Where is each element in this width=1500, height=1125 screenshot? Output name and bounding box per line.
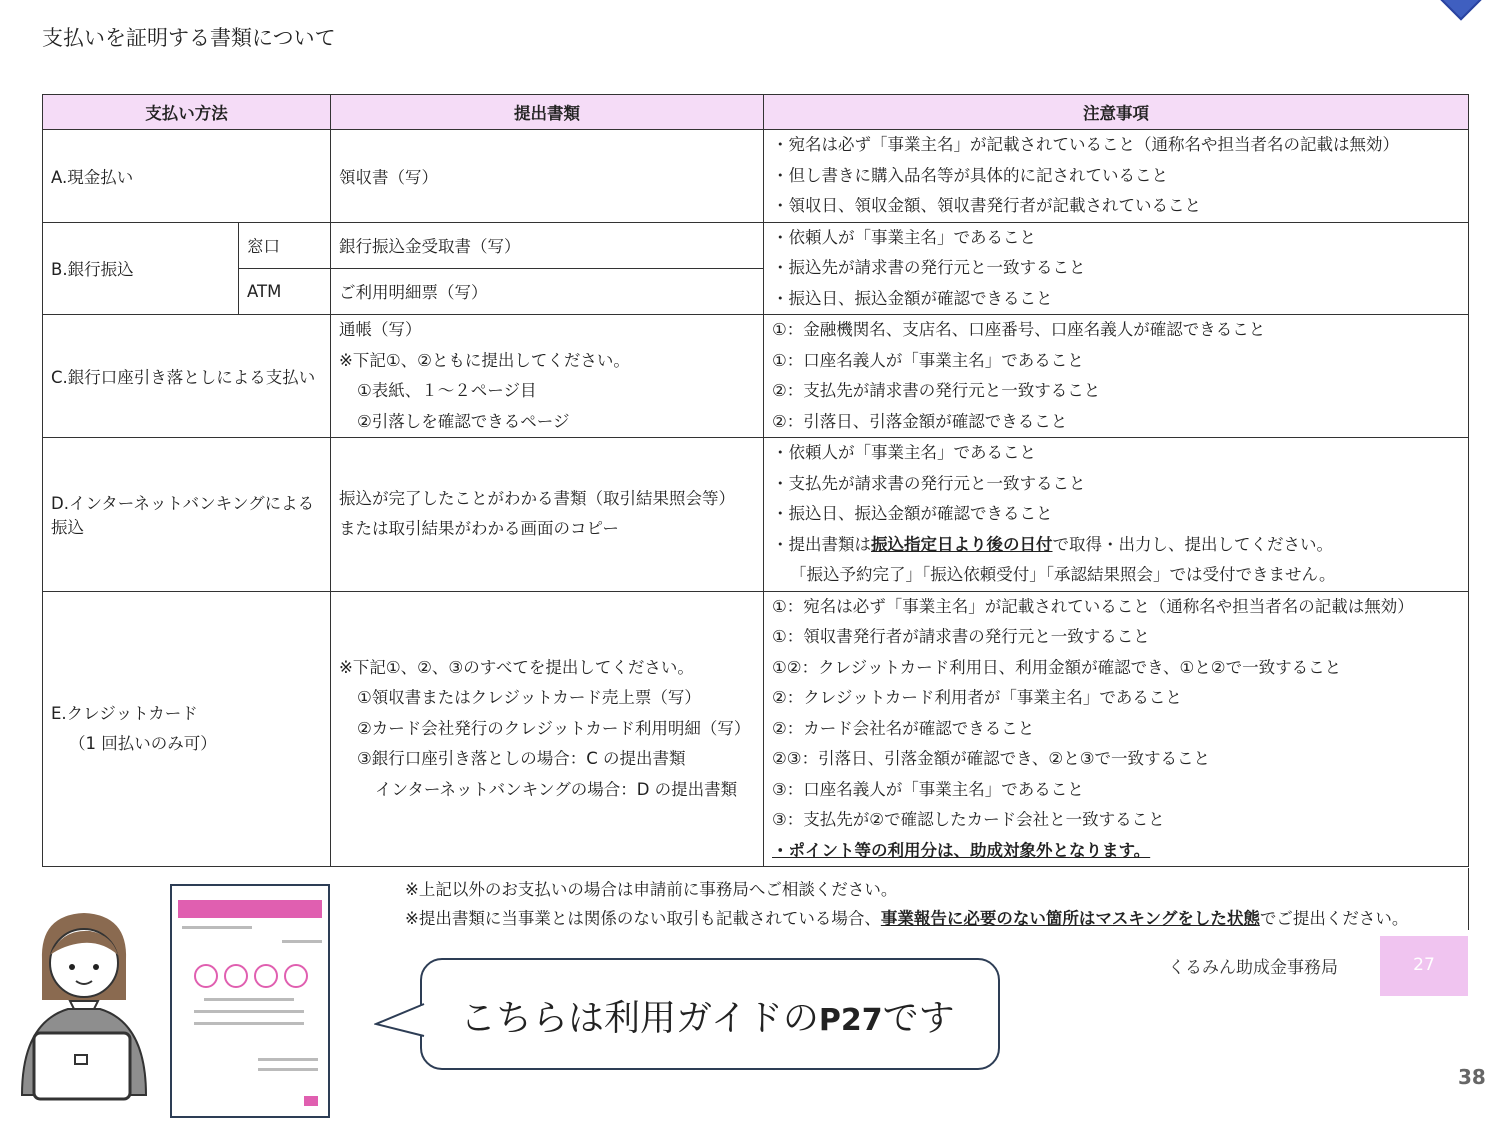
method-e-line: （1 回払いのみ可） [69, 733, 217, 753]
documents-d [331, 438, 764, 592]
note-line: ・但し書きに購入品名等が具体的に記されていること [772, 165, 1168, 185]
emphasis-text: ・ポイント等の利用分は、助成対象外となります。 [772, 840, 1151, 860]
slide-number: 38 [1458, 1065, 1486, 1089]
note-line: ②：クレジットカード利用者が「事業主名」であること [772, 688, 1182, 707]
table-row [43, 315, 1469, 438]
bubble-text-part: です [882, 998, 955, 1039]
note-line: ②：引落日、引落金額が確認できること [772, 411, 1068, 431]
guide-text-line [258, 1068, 318, 1071]
guide-text-line [282, 940, 322, 943]
notes-e [764, 591, 1469, 867]
documents-c [331, 315, 764, 438]
note-line: 「振込予約完了」「振込依頼受付」「承認結果照会」では受付できません。 [790, 565, 1336, 584]
footnote-2 [405, 905, 1408, 929]
note-line: ①：宛名は必ず「事業主名」が記載されていること（通称名や担当者名の記載は無効） [772, 596, 1414, 616]
person-with-laptop-icon [12, 905, 157, 1105]
header-method: 支払い方法 [43, 95, 331, 130]
document-line: 通帳（写） [339, 320, 422, 339]
method-e-line: E.クレジットカード [51, 703, 198, 723]
method-b-sub-window: 窓口 [239, 222, 331, 268]
note-line: ・依頼人が「事業主名」であること [772, 443, 1036, 462]
document-line: ②引落しを確認できるページ [357, 411, 570, 431]
footnote-text: ※提出書類に当事業とは関係のない取引も記載されている場合、 [405, 909, 881, 928]
table-row [43, 130, 1469, 223]
guide-page-mark [304, 1096, 318, 1106]
guide-logo-icon [224, 964, 248, 988]
method-a: A.現金払い [43, 130, 331, 223]
notes-d [764, 438, 1469, 592]
guide-text-line [194, 1022, 304, 1025]
guide-logo-icon [254, 964, 278, 988]
note-text: ・提出書類は [772, 534, 871, 554]
bubble-page-ref: P27 [818, 1003, 883, 1038]
method-e [43, 591, 331, 867]
documents-b-atm: ご利用明細票（写） [331, 268, 764, 314]
note-line: ・支払先が請求書の発行元と一致すること [772, 473, 1086, 493]
note-line: ②：カード会社名が確認できること [772, 718, 1035, 738]
payment-documents-table [42, 94, 1469, 867]
guide-logo-icon [194, 964, 218, 988]
table-header-row [43, 95, 1469, 130]
table-row [43, 222, 1469, 268]
guide-header-bar [178, 900, 322, 918]
notes-b [764, 222, 1469, 315]
notes-a [764, 130, 1469, 223]
note-line: ③：口座名義人が「事業主名」であること [772, 779, 1084, 799]
method-b: B.銀行振込 [43, 222, 239, 315]
note-line: ・振込日、振込金額が確認できること [772, 288, 1053, 308]
note-line [772, 530, 1460, 561]
note-line: ③：支払先が②で確認したカード会社と一致すること [772, 810, 1165, 829]
corner-diamond-icon [1438, 0, 1483, 21]
page-title: 支払いを証明する書類について [42, 26, 336, 50]
method-b-sub-atm: ATM [239, 268, 331, 314]
note-line: ・依頼人が「事業主名」であること [772, 227, 1036, 247]
document-line: ※下記①、②、③のすべてを提出してください。 [339, 657, 694, 677]
speech-bubble [420, 958, 1000, 1070]
note-line: ①：金融機関名、支店名、口座番号、口座名義人が確認できること [772, 320, 1266, 339]
document-line: ※下記①、②ともに提出してください。 [339, 350, 630, 370]
note-line [772, 836, 1460, 867]
footnote-text: でご提出ください。 [1259, 909, 1409, 928]
documents-e [331, 591, 764, 867]
inner-page-number: 27 [1380, 936, 1468, 996]
document-line: ②カード会社発行のクレジットカード利用明細（写） [357, 718, 751, 738]
document-line: インターネットバンキングの場合：D の提出書類 [375, 779, 738, 799]
speech-bubble-text [460, 990, 955, 1041]
guide-text-line [194, 1010, 304, 1013]
note-line: ・振込先が請求書の発行元と一致すること [772, 258, 1086, 277]
footnote-1: ※上記以外のお支払いの場合は申請前に事務局へご相談ください。 [405, 880, 898, 899]
guide-logo-icon [284, 964, 308, 988]
method-d: D.インターネットバンキングによる振込 [43, 438, 331, 592]
note-line: ・振込日、振込金額が確認できること [772, 504, 1053, 523]
guide-text-line [182, 926, 252, 929]
document-line: ③銀行口座引き落としの場合：C の提出書類 [357, 749, 686, 768]
table-row [43, 591, 1469, 867]
document-line: ①表紙、１～２ページ目 [357, 381, 537, 400]
note-line: ①：領収書発行者が請求書の発行元と一致すること [772, 627, 1150, 646]
note-line: ・宛名は必ず「事業主名」が記載されていること（通称名や担当者名の記載は無効） [772, 135, 1399, 154]
document-line: ①領収書またはクレジットカード売上票（写） [357, 688, 701, 707]
note-text: で取得・出力し、提出してください。 [1052, 534, 1333, 554]
emphasis-text: 事業報告に必要のない箇所はマスキングをした状態 [880, 909, 1260, 928]
header-documents: 提出書類 [331, 95, 764, 130]
table-row [43, 438, 1469, 592]
note-line: ・領収日、領収金額、領収書発行者が記載されていること [772, 196, 1201, 215]
document-line: 振込が完了したことがわかる書類（取引結果照会等） [339, 488, 735, 508]
guide-text-line [258, 1058, 318, 1061]
emphasis-text: 振込指定日より後の日付 [871, 534, 1053, 554]
note-line: ②：支払先が請求書の発行元と一致すること [772, 381, 1101, 400]
notes-c [764, 315, 1469, 438]
guide-text-line [204, 998, 294, 1001]
note-line: ①②：クレジットカード利用日、利用金額が確認でき、①と②で一致すること [772, 657, 1342, 677]
note-line: ②③：引落日、引落金額が確認でき、②と③で一致すること [772, 749, 1211, 768]
bubble-text-part: こちらは利用ガイドの [460, 998, 819, 1039]
documents-a: 領収書（写） [331, 130, 764, 223]
office-name: くるみん助成金事務局 [1168, 958, 1338, 978]
speech-bubble-tail [374, 1000, 426, 1040]
usage-guide-thumbnail [170, 884, 330, 1118]
method-c: C.銀行口座引き落としによる支払い [43, 315, 331, 438]
document-line: または取引結果がわかる画面のコピー [339, 519, 619, 539]
documents-b-window: 銀行振込金受取書（写） [331, 222, 764, 268]
note-line: ①：口座名義人が「事業主名」であること [772, 350, 1084, 370]
header-notes: 注意事項 [764, 95, 1469, 130]
